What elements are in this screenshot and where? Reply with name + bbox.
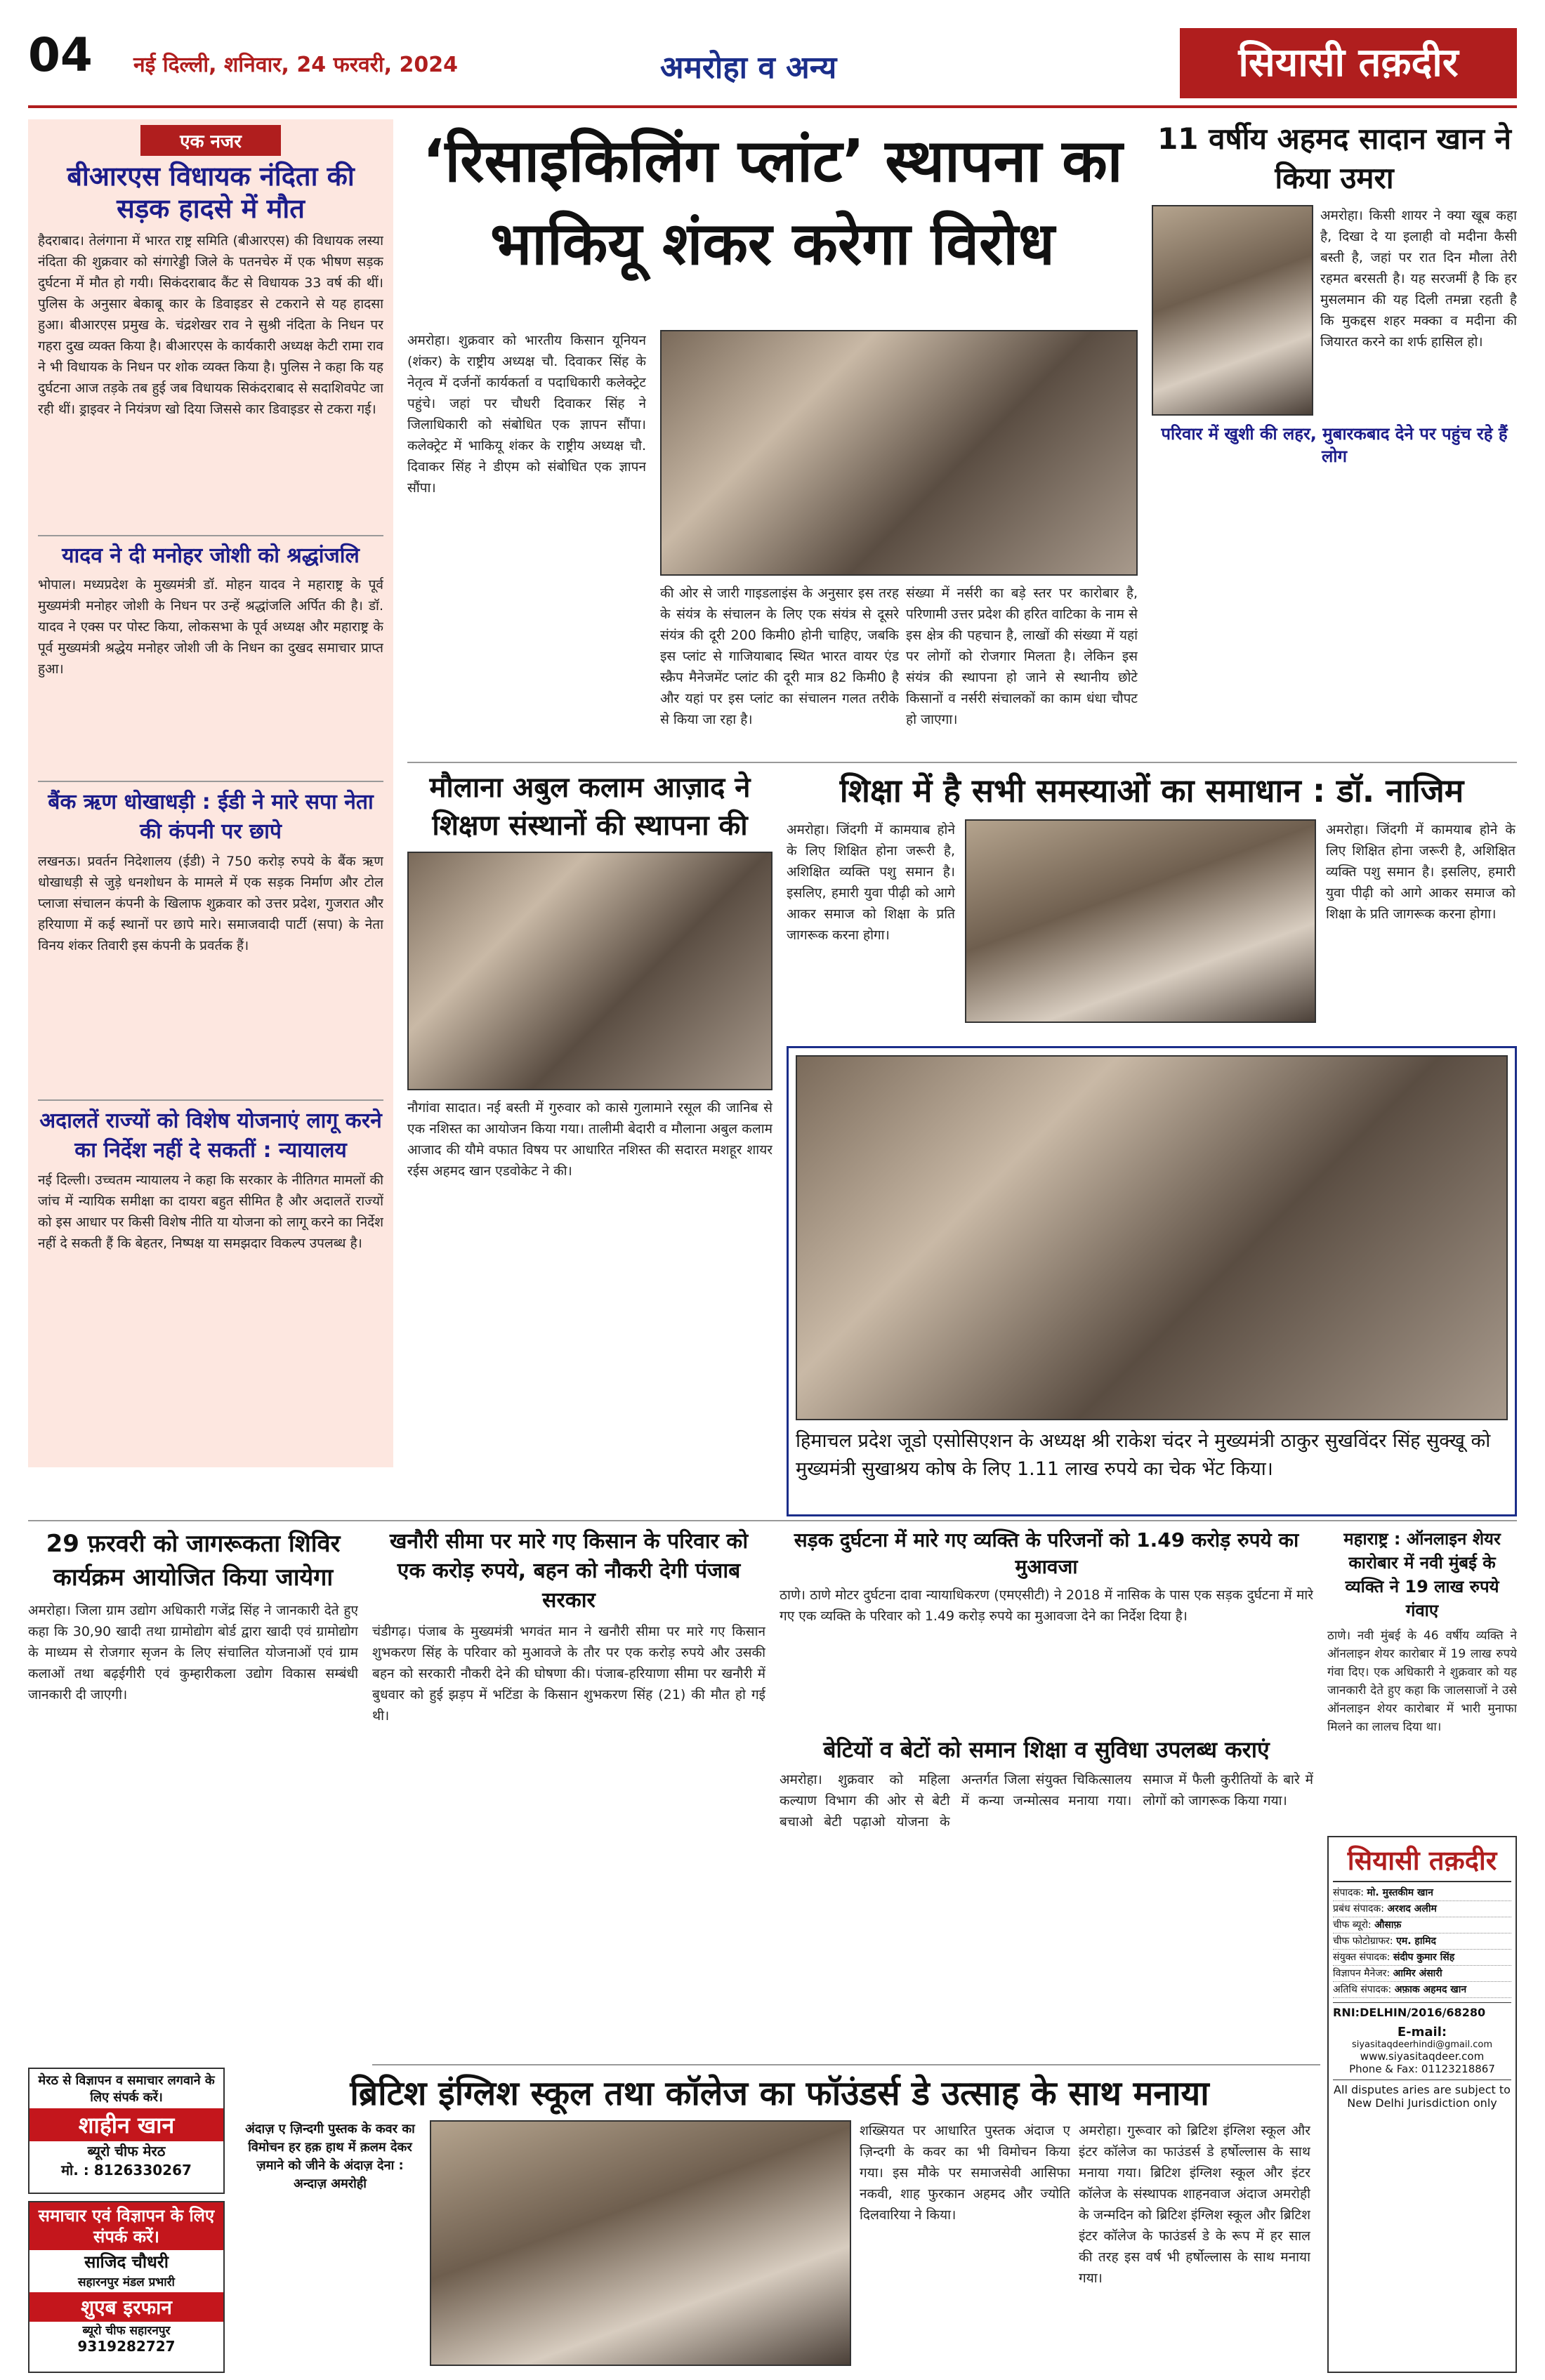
accident-story [780,1527,1313,1731]
story-title: 29 फ़रवरी को जागरूकता शिविर कार्यक्रम आयोजित किया जायेगा [46,1530,341,1592]
british-story [239,2071,1320,2373]
phone-fax: Phone & Fax: 01123218867 [1349,2063,1495,2075]
memorandum-photo [660,330,1138,576]
imprint-role: संयुक्त संपादक: [1333,1952,1393,1963]
story-title: बीआरएस विधायक नंदिता की सड़क हादसे में मौत [67,161,355,224]
story-title: बैंक ऋण धोखाधड़ी : ईडी ने मारे सपा नेता की कंपनी पर छापे [38,781,383,847]
story-title: 11 वर्षीय अहमद सादान खान ने किया उमरा [1157,121,1511,195]
imprint-role: अतिथि संपादक: [1333,1984,1395,1995]
ad-role: ब्यूरो चीफ मेरठ [87,2143,166,2160]
ad-name: साजिद चौधरी [84,2252,169,2272]
story-body: ठाणे। नवी मुंबई के 46 वर्षीय व्यक्ति ने ऑनलाइन शेयर कारोबार में 19 लाख रुपये गंवा दिए। एक अधिकारी ने शुक्रवार को यह जानकारी देते हुए कहा कि जालसाजों ने उसे ऑनलाइन शेयर कारोबार में भारी मुनाफा मिलने का लालच दिया था। [1327,1629,1517,1734]
story-body: अमरोहा। शुक्रवार को महिला कल्याण विभाग की ओर से बेटी बचाओ बेटी पढ़ाओ योजना के अन्तर्गत जिला संयुक्त चिकित्सालय में कन्या जन्मोत्सव मनाया गया। समाज में फैली कुरीतियों के बारे में लोगों को जागरूक किया गया। [780,1772,1313,1830]
ad-phone: 9319282727 [77,2338,176,2355]
story-body: चंडीगढ़। पंजाब के मुख्यमंत्री भगवंत मान ने खनौरी सीमा पर मारे गए किसान शुभकरण सिंह के परिवार को मुआवजे के तौर पर एक करोड़ रुपये और उसकी बहन को सरकारी नौकरी देने की घोषणा की। पंजाब-हरियाणा सीमा पर खनौरी में बुधवार को हुई झड़प में भटिंडा के किसान शुभकरण सिंह (21) की मौत हो गई थी। [372,1624,765,1724]
story-body: अमरोहा। जिंदगी में कामयाब होने के लिए शिक्षित होना जरूरी है, अशिक्षित व्यक्ति पशु समान है। इसलिए, हमारी युवा पीढ़ी को आगे आकर समाज को शिक्षा के प्रति जागरूक करना होगा। [787,822,955,943]
imprint-row [1333,1917,1511,1933]
cheque-photo-box [787,1046,1517,1516]
imprint-staff-list [1333,1882,1511,1998]
imprint-person: आमिर अंसारी [1393,1968,1442,1979]
story-body: ठाणे। ठाणे मोटर दुर्घटना दावा न्यायाधिकरण (एमएसीटी) ने 2018 में नासिक के पास एक सड़क दुर्घटना में मारे गए एक व्यक्ति के परिवार को 1.49 करोड़ रुपये का मुआवजा देने का निर्देश दिया है। [780,1587,1313,1624]
ad-saharanpur [28,2201,225,2373]
imprint-brand: सियासी तक़दीर [1333,1842,1511,1882]
ad-meerut [28,2068,225,2194]
main-story-col-3: संख्या में नर्सरी का बड़े स्तर पर कारोबार है, परिणामी उत्तर प्रदेश की हरित वाटिका के नाम से इस क्षेत्र की पहचान है, लाखों की संख्या में यहां पर लोगों को रोजगार मिलता है। लेकिन इस संयंत्र की स्थापना हो जाने से स्थानीय छोटे किसानों व नर्सरी संचालकों का काम धंधा चौपट हो जाएगा। [906,586,1138,727]
story-body: हैदराबाद। तेलंगाना में भारत राष्ट्र समिति (बीआरएस) की विधायक लस्या नंदिता की शुक्रवार को संगारेड्डी जिले के पतनचेरु में एक भीषण सड़क दुर्घटना में मौत हो गयी। सिकंदराबाद कैंट से विधायक 33 वर्ष की थीं। पुलिस के अनुसार बेकाबू कार के डिवाइडर से टकराने से यह हादसा हुआ। बीआरएस प्रमुख के. चंद्रशेखर राव ने सुश्री नंदिता के निधन पर गहरा दुख व्यक्त किया है। बीआरएस के कार्यकारी अध्यक्ष केटी रामा राव ने भी विधायक के निधन पर शोक व्यक्त किया है। पुलिस ने कहा कि यह दुर्घटना आज तड़के तब हुई जब विधायक सिकंदराबाद से सदाशिवपेट जा रही थीं। ड्राइवर ने नियंत्रण खो दिया जिससे कार डिवाइडर से टकरा गई। [38,233,383,417]
imprint-row [1333,1901,1511,1917]
email-link[interactable]: siyasitaqdeerhindi@gmail.com [1351,2039,1493,2050]
main-story-col-2: की ओर से जारी गाइडलाइंस के अनुसार इस तरह के संयंत्र के संचालन के लिए एक संयंत्र से दूसरे संयंत्र की दूरी 200 किमी0 होनी चाहिए, जबकि इस प्लांट से गाजियाबाद स्थित भारत वायर एंड स्क्रैप मैनेजमेंट प्लांट की दूरी मात्र 82 किमी0 है और यहां पर इस प्लांट का संचालन गलत तरीके से किया जा रहा है। [660,586,899,727]
main-headline: ‘रिसाइकिलिंग प्लांट’ स्थापना का भाकियू शंकर करेगा विरोध [422,126,1123,278]
ad-role: ब्यूरो चीफ सहारनपुर [82,2324,171,2338]
umrah-story [1152,119,1517,751]
story-title: शिक्षा में है सभी समस्याओं का समाधान : डॉ. नाजिम [839,772,1464,809]
story-title: यादव ने दी मनोहर जोशी को श्रद्धांजलि [38,535,383,570]
azad-story [407,769,772,1443]
section-tag: एक नजर [140,125,281,156]
main-story-col-1: अमरोहा। शुक्रवार को भारतीय किसान यूनियन (शंकर) के राष्ट्रीय अध्यक्ष चौ. दिवाकर सिंह के नेतृत्व में दर्जनों कार्यकर्ता व पदाधिकारी कलेक्ट्रेट पहुंचे। जहां पर चौधरी दिवाकर सिंह ने जिलाधिकारी को संबोधित एक ज्ञापन सौंपा। कलेक्ट्रेट में भाकियू शंकर के राष्ट्रीय अध्यक्ष चौ. दिवाकर सिंह ने डीएम को संबोधित एक ज्ञापन सौंपा। [407,333,646,496]
imprint-person: अरशद अलीम [1387,1903,1437,1915]
camp-story [28,1527,358,2061]
imprint-person: मो. मुस्तकीम खान [1367,1887,1433,1898]
section-title: अमरोहा व अन्य [660,50,837,86]
section-divider [28,1520,1517,1521]
page-header [28,28,1517,109]
main-headline-block [407,119,1138,330]
rni-number: RNI:DELHIN/2016/68280 [1333,2002,1511,2019]
story-title: ब्रिटिश इंग्लिश स्कूल तथा कॉलेज का फॉउंडर्स डे उत्साह के साथ मनाया [350,2074,1209,2113]
ad-text: मेरठ से विज्ञापन व समाचार लगवाने के लिए संपर्क करें। [38,2073,215,2105]
story-body: अमरोहा। जिंदगी में कामयाब होने के लिए शिक्षित होना जरूरी है, अशिक्षित व्यक्ति पशु समान है। इसलिए, हमारी युवा पीढ़ी को आगे आकर समाज को शिक्षा के प्रति जागरूक करना होगा। [1326,822,1516,922]
story-body: लखनऊ। प्रवर्तन निदेशालय (ईडी) ने 750 करोड़ रुपये के बैंक ऋण धोखाधड़ी से जुड़े धनशोधन के मामले में एक सड़क निर्माण और टोल प्लाजा संचालन कंपनी के खिलाफ शुक्रवार को उत्तर प्रदेश, गुजरात और हरियाणा में कई स्थानों पर छापे मारे। समाजवादी पार्टी (सपा) के नेता विनय शंकर तिवारी इस कंपनी के प्रवर्तक हैं। [38,854,383,953]
story-body: नौगांवा सादात। नई बस्ती में गुरुवार को कासे गुलामाने रसूल की जानिब से एक नशिस्त का आयोजन किया गया। तालीमी बेदारी व मौलाना अबुल कलाम आजाद की यौमे वफात विषय पर आधारित नशिस्त की सदारत मशहूर शायर रईस अहमद खान एडवोकेट ने की। [407,1100,772,1179]
header-divider [28,105,1517,108]
founders-day-photo [430,2120,851,2366]
story-title: महाराष्ट्र : ऑनलाइन शेयर कारोबार में नवी मुंबई के व्यक्ति ने 19 लाख रुपये गंवाए [1343,1529,1501,1620]
page-number: 04 [28,28,93,82]
imprint-row [1333,1966,1511,1982]
imprint-role: चीफ फोटोग्राफर: [1333,1936,1397,1947]
ad-text: समाचार एवं विज्ञापन के लिए संपर्क करें। [29,2202,223,2250]
imprint-row [1333,1885,1511,1901]
story-body: अमरोहा। गुरूवार को ब्रिटिश इंग्लिश स्कूल और इंटर कॉलेज का फाउंडर्स डे हर्षोल्लास के साथ मनाया गया। ब्रिटिश इंग्लिश स्कूल और इंटर कॉलेज के संस्थापक शाहनवाज अंदाज अमरोही के जन्मदिन को ब्रिटिश इंग्लिश स्कूल और ब्रिटिश इंटर कॉलेज के फाउंडर्स डे के रूप में हर साल की तरह इस वर्ष भी हर्षोल्लास के साथ मनाया गया। [1079,2123,1310,2286]
section-divider [407,762,1517,763]
imprint-role: चीफ ब्यूरो: [1333,1919,1375,1931]
story-title: अदालतें राज्यों को विशेष योजनाएं लागू करने का निर्देश नहीं दे सकतीं : न्यायालय [38,1099,383,1165]
khanauri-story [372,1527,765,2061]
story-body: अमरोहा। किसी शायर ने क्या खूब कहा है, दिखा दे या इलाही वो मदीना कैसी बस्ती है, जहां पर रात दिन मौला तेरी रहमत बरसती है। यह सरजमीं है कि हर मुसलमान की यह दिली तमन्ना रहती है कि मुकद्दस शहर मक्का व मदीना की जियारत करने का शर्फ हासिल हो। [1320,208,1517,350]
left-news-column [28,119,393,1467]
photo-caption: परिवार में खुशी की लहर, मुबारकबाद देने पर पहुंच रहे हैं लोग [1161,424,1508,466]
jurisdiction-note: All disputes aries are subject to New Delhi Jurisdiction only [1333,2080,1511,2110]
email-label: E-mail: [1397,2025,1447,2039]
website-link[interactable]: www.siyasitaqdeer.com [1360,2050,1485,2063]
photo-caption: हिमाचल प्रदेश जूडो एसोसिएशन के अध्यक्ष श्री राकेश चंदर ने मुख्यमंत्री ठाकुर सुखविंदर सिंह सुक्खू को मुख्यमंत्री सुखाश्रय कोष के लिए 1.11 लाख रुपये का चेक भेंट किया। [796,1430,1491,1480]
imprint-role: विज्ञापन मैनेजर: [1333,1968,1393,1979]
ad-name: शुएब इरफान [29,2292,223,2322]
story-body: अमरोहा। जिला ग्राम उद्योग अधिकारी गजेंद्र सिंह ने जानकारी देते हुए कहा कि 30,90 खादी तथा ग्रामोद्योग बोर्ड द्वारा खादी एवं ग्रामोद्योग के माध्यम से रोजगार सृजन के लिए संचालित योजनाओं एवं ग्राम कलाओं तथा बढ़ईगीरी एवं कुम्हारीकला उद्योग विकास सम्बंधी जानकारी दी जाएगी। [28,1603,358,1703]
imprint-person: अफ़ाक अहमद खान [1394,1984,1467,1995]
imprint-role: प्रबंध संपादक: [1333,1903,1388,1915]
imprint-role: संपादक: [1333,1887,1367,1898]
share-story [1327,1527,1517,1829]
imprint-row [1333,1950,1511,1966]
imprint-person: औसाफ़ [1374,1919,1402,1931]
section-divider [372,2064,1320,2065]
ad-name: शाहीन खान [29,2108,223,2141]
umrah-photo [1152,205,1313,416]
imprint-row [1333,1982,1511,1998]
story-title: सड़क दुर्घटना में मारे गए व्यक्ति के परिजनों को 1.49 करोड़ रुपये का मुआवजा [794,1528,1299,1578]
story-body: नई दिल्ली। उच्चतम न्यायालय ने कहा कि सरकार के नीतिगत मामलों की जांच में न्यायिक समीक्षा का दायरा बहुत सीमित है और अदालतें राज्यों को इस आधार पर किसी विशेष नीति या योजना को लागू करने का निर्देश नहीं दे सकती हैं कि बेहतर, निष्पक्ष या समझदार विकल्प उपलब्ध है। [38,1172,383,1251]
imprint-box [1327,1836,1517,2373]
ad-phone: मो. : 8126330267 [61,2162,192,2179]
story-title: बेटियों व बेटों को समान शिक्षा व सुविधा उपलब्ध कराएं [823,1736,1270,1763]
story-body: शख्सियत पर आधारित पुस्तक अंदाज ए ज़िन्दगी के कवर का भी विमोचन किया गया। इस मौके पर समाजसेवी आसिफा नकवी, शाह फुरकान अहमद और ज्योति दिलवारिया ने किया। [860,2123,1070,2223]
seminar-photo [965,819,1316,1023]
imprint-row [1333,1933,1511,1950]
event-photo [407,852,772,1090]
ad-role: सहारनपुर मंडल प्रभारी [78,2275,175,2289]
story-body: भोपाल। मध्यप्रदेश के मुख्यमंत्री डॉ. मोहन यादव ने महाराष्ट्र के पूर्व मुख्यमंत्री मनोहर जोशी के निधन पर उन्हें श्रद्धांजलि अर्पित की है। डॉ. यादव ने एक्स पर पोस्ट किया, लोकसभा के पूर्व अध्यक्ष और महाराष्ट्र के पूर्व मुख्यमंत्री श्रद्धेय मनोहर जोशी जी के निधन का दुखद समाचार प्राप्त हुआ। [38,577,383,677]
newspaper-brand: सियासी तक़दीर [1180,28,1517,98]
beti-story [780,1734,1313,2057]
cheque-photo [796,1055,1508,1420]
imprint-person: संदीप कुमार सिंह [1393,1952,1455,1963]
page-date: नई दिल्ली, शनिवार, 24 फरवरी, 2024 [133,53,459,77]
imprint-person: एम. हामिद [1396,1936,1436,1947]
story-title: खनौरी सीमा पर मारे गए किसान के परिवार को एक करोड़ रुपये, बहन को नौकरी देगी पंजाब सरकार [389,1529,749,1613]
nazim-story [787,769,1517,1036]
story-title: मौलाना अबुल कलाम आज़ाद ने शिक्षण संस्थानों की स्थापना की [429,772,751,842]
book-launch-quote: अंदाज़ ए ज़िन्दगी पुस्तक के कवर का विमोचन हर हक़ हाथ में क़लम देकर ज़माने को जीने के अंदाज़ देना : अन्दाज़ अमरोही [245,2122,415,2191]
